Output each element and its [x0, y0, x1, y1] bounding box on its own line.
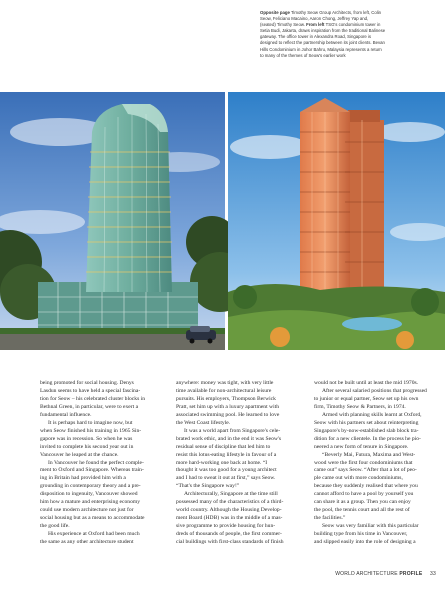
text-line: can share it as a group. Then you can enjoy: [314, 499, 411, 506]
caption-text: designed to reflect the partnership between its joint clients. Bevan: [260, 40, 385, 46]
photo-spread: [0, 92, 445, 350]
text-line: sive programme to provide housing for hun-: [176, 523, 276, 530]
text-line: came out” says Seow. “After that a lot of peo-: [314, 467, 417, 474]
text-line: Vancouver he leaped at the chance.: [40, 451, 119, 458]
text-line: cial buildings with first-class standards of finish: [176, 539, 284, 546]
caption-label: From left: [306, 22, 325, 28]
text-line: world country. Although the Housing Develop-: [176, 507, 282, 514]
text-line: It is perhaps hard to imagine now, but: [48, 419, 133, 426]
text-line: time available for non-architectural leisure: [176, 387, 272, 394]
text-line: Bethnal Green, in particular, were to exert a: [40, 403, 139, 410]
text-line: tion for Seow – his celebrated cluster blocks in: [40, 395, 146, 402]
text-line: Lasdun seems to have held a special fascina-: [40, 387, 141, 394]
residential-towers-photo: [228, 92, 445, 350]
text-line: “That's the Singapore way!”: [176, 483, 240, 490]
text-line: the West Coast lifestyle.: [176, 419, 231, 426]
caption-text: Seow, Feliciano Macaino, Aaron Chong, Jeffrey Yap and,: [260, 16, 369, 22]
text-line: His experience at Oxford had been much: [48, 531, 140, 538]
text-line: ple came out with more condominiums,: [314, 475, 403, 482]
caption-text: (seated) Timothy Seow.: [260, 22, 307, 28]
caption-text: TSG's condominium tower in: [324, 22, 381, 28]
text-line: After several salaried positions that progressed: [322, 387, 427, 394]
text-line: Architecturally, Singapore at the time still: [184, 491, 278, 498]
text-line: would not be built until at least the mid 1970s.: [314, 380, 419, 386]
text-line: residual sense of discipline that led him to: [176, 443, 271, 450]
caption-text: Timothy Seow Group Architects, from left, Colin: [289, 10, 382, 15]
text-line: ment to Oxford and Singapore. Whereas train-: [40, 467, 144, 474]
text-line: anywhere: money was tight, with very little: [176, 380, 274, 386]
text-line: grounding in contemporary theory and a pre-: [40, 483, 141, 490]
text-line: and slipped easily into the role of designing a: [314, 539, 416, 546]
text-line: invited to complete his second year out in: [40, 443, 134, 450]
page-number: 33: [430, 571, 436, 577]
text-line: firm, Timothy Seow & Partners, in 1974.: [314, 403, 406, 410]
text-line: cannot afford to have a pool by yourself you: [314, 491, 414, 498]
text-line: possessed many of the characteristics of a third-: [176, 499, 284, 506]
text-line: associated swimming pool. He learned to love: [176, 411, 280, 418]
text-line: Singapore's by-now-established slab block tra-: [314, 427, 419, 434]
text-line: more hard-working one back at home. “I: [176, 459, 268, 466]
glass-tower-photo: [0, 92, 250, 350]
text-line: neered a new form of tenure in Singapore.: [314, 443, 409, 450]
text-line: pursuits. His employers, Thompson Berwick: [176, 395, 276, 402]
text-line: Seow was very familiar with this particular: [322, 523, 419, 530]
text-line: to junior or equal partner, Seow set up his own: [314, 395, 419, 402]
text-line: building type from his time in Vancouver,: [314, 531, 408, 538]
page-footer: [308, 571, 436, 577]
text-line: disposition to ingenuity, Vancouver showed: [40, 491, 138, 498]
text-line: In Vancouver he found the perfect comple-: [48, 459, 144, 466]
caption-text: to many of the themes of Seow's earlier work: [260, 52, 346, 58]
footer-section: WORLD ARCHITECTURE: [335, 571, 398, 577]
text-line: ing in Britain had provided him with a: [40, 475, 126, 482]
text-line: Seow with his partners set about reinterpreting: [314, 419, 419, 426]
text-line: the same as any other architecture student: [40, 539, 134, 546]
caption-text: Setia Budi, Jakarta, draws inspiration from the traditional Balinese: [260, 28, 386, 34]
photo-illustrations: [0, 92, 445, 350]
text-line: gapore was in recession. So when he was: [40, 435, 133, 442]
article-column-3: [314, 380, 442, 547]
text-line: the good life.: [40, 523, 70, 530]
text-line: the facilities.”: [314, 515, 346, 522]
text-line: the pool, the tennis court and all the rest of: [314, 507, 410, 514]
text-line: could use modern architecture not just for: [40, 507, 134, 514]
text-line: dreds of thousands of people, the first commer-: [176, 531, 282, 538]
article-column-1: [40, 380, 168, 547]
text-line: when Seow finished his training in 1965 Sin-: [40, 427, 142, 434]
text-line: him how a mature and enterprising economy: [40, 499, 141, 506]
footer-profile: PROFILE: [399, 571, 423, 577]
text-line: brated work ethic, and in the end it was Seow's: [176, 435, 282, 442]
text-line: thought it was too good for a young architect: [176, 467, 277, 474]
text-line: resist this lotus-eating lifestyle in favour of a: [176, 451, 277, 458]
text-line: fundamental influence.: [40, 411, 92, 418]
caption-line: [260, 53, 438, 59]
caption-label: Opposite page: [260, 10, 290, 15]
photo-caption: [260, 10, 438, 59]
article-column-2: [176, 380, 304, 547]
text-line: wood were the first four condominiums that: [314, 459, 413, 466]
text-line: It was a world apart from Singapore's cele-: [184, 427, 281, 434]
text-line: dition for a new clientele. In the process he pio-: [314, 435, 421, 442]
text-line: Armed with planning skills learnt at Oxford,: [322, 411, 422, 418]
caption-text: Hills Condominium in Johor Bahru, Malaysia represents a return: [260, 46, 382, 52]
text-line: and I had to sweat it out at first,” says Seow.: [176, 475, 276, 482]
text-line: being promoted for social housing. Denys: [40, 380, 134, 386]
text-line: “Beverly Mai, Futura, Maxima and West-: [322, 451, 416, 458]
text-line: Pratt, set him up with a luxury apartment with: [176, 403, 280, 410]
caption-text: gateway. The office tower in Alexandra Road, Singapore is: [260, 34, 372, 40]
text-line: ment Board (HDB) was in the middle of a mas-: [176, 515, 283, 522]
text-line: social housing but as a means to accommodate: [40, 515, 145, 522]
text-line: because they suddenly realised that where you: [314, 483, 418, 490]
